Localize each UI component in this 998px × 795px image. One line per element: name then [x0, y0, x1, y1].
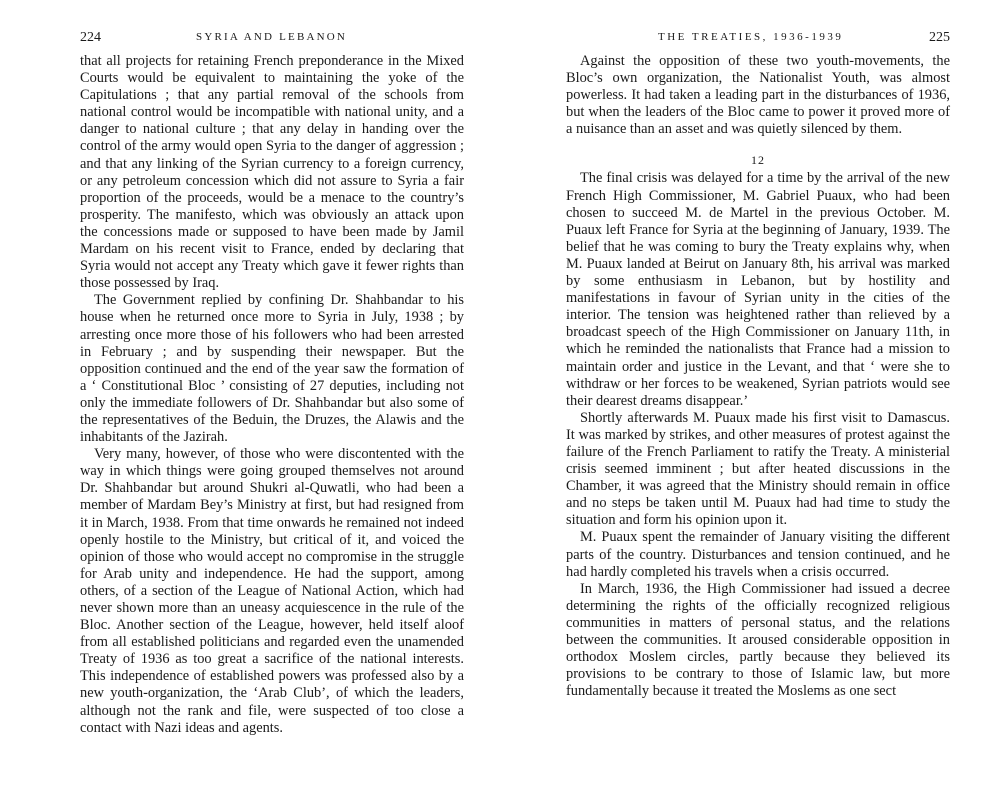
- left-page: [80, 0, 464, 795]
- right-running-head: [566, 31, 950, 53]
- section-number: 12: [751, 153, 765, 168]
- right-page-number: 225: [929, 30, 950, 45]
- right-paragraph-3: Shortly afterwards M. Puaux made his first visit to Damascus. It was marked by strikes, and other measures of protest against the failure of the French Parliament to ratify the Treaty. A ministerial crisis seemed imminent ; but after heated discussions in the Chamber, it was agreed that the Ministry should remain in office and no steps be taken until M. Puaux had had time to study the situation and form his opinion upon it.: [566, 409, 950, 529]
- left-paragraph-2: The Government replied by confining Dr. Shahbandar to his house when he returned once more to Syria in July, 1938 ; by arresting once more those of his followers who had been arrested in February ; and by suspending their newspaper. But the opposition continued and the end of the year saw the formation of a ‘ Constitutional Bloc ’ consisting of 27 deputies, including not only the immediate followers of Dr. Shahbandar but also some of the representatives of the Beduin, the Druzes, the Alawis and the inhabitants of the Jazirah.: [80, 292, 464, 446]
- left-paragraph-3: Very many, however, of those who were discontented with the way in which things were going grouped themselves not around Dr. Shahbandar but around Shukri al-Quwatli, who had been a member of Mardam Bey’s Ministry at first, but had resigned from it in March, 1938. From that time onwards he remained not indeed openly hostile to the Ministry, but critical of it, and voiced the opinion of those who would accept no compromise in the struggle for Arab unity and independence. He had the support, among others, of a section of the League of National Action, which had never shown more than an uneasy acquiescence in the rule of the Bloc. Another section of the League, however, held itself aloof from all established politicians and regarded even the unamended Treaty of 1936 as too great a sacrifice of the national interests. This independence of established powers was professed also by a new youth-organization, the ‘Arab Club’, of which the leaders, although not the rank and file, were suspected of too close a contact with Nazi ideas and agents.: [80, 446, 464, 736]
- right-paragraph-5: In March, 1936, the High Commissioner had issued a decree determining the rights of the officially recognized religious communities in matters of personal status, and the relations between the communities. It aroused considerable opposition in orthodox Moslem circles, partly because they believed its provisions to be contrary to those of Islamic law, but more fundamentally because it treated the Moslems as one sect: [566, 580, 950, 700]
- right-paragraph-1: Against the opposition of these two youth-movements, the Bloc’s own organization, the Nationalist Youth, was almost powerless. It had taken a leading part in the disturbances of 1936, but when the leaders of the Bloc came to power it proved more of a nuisance than an asset and was quietly silenced by them.: [566, 53, 950, 138]
- right-page-text: [566, 53, 950, 700]
- left-page-number: 224: [80, 30, 101, 45]
- right-page: [566, 0, 950, 795]
- right-running-title: THE TREATIES, 1936-1939: [658, 31, 844, 43]
- left-paragraph-1: that all projects for retaining French preponderance in the Mixed Courts would be equivalent to maintaining the yoke of the Capitulations ; that any partial removal of the schools from national control would be incompatible with national unity, and a danger to national culture ; that any delay in handing over the control of the army would open Syria to the danger of aggression ; and that any linking of the Syrian currency to a foreign currency, or any petroleum concession which did not assure to Syria a fair proportion of the proceeds, would be a menace to the country’s prosperity. The manifesto, which was obviously an attack upon the concessions made or supposed to have been made by Jamil Mardam on his recent visit to France, ended by declaring that Syria would not accept any Treaty which gave it fewer rights than those possessed by Iraq.: [80, 53, 464, 292]
- left-running-title: SYRIA AND LEBANON: [196, 31, 348, 43]
- left-running-head: [80, 31, 464, 53]
- right-paragraph-4: M. Puaux spent the remainder of January visiting the different parts of the country. Disturbances and tension continued, and he had hardly completed his travels when a crisis occurred.: [566, 529, 950, 580]
- right-paragraph-2: The final crisis was delayed for a time by the arrival of the new French High Commissioner, M. Gabriel Puaux, who had been chosen to succeed M. de Martel in the previous October. M. Puaux left France for Syria at the beginning of January, 1939. The belief that he was coming to bury the Treaty explains why, when M. Puaux landed at Beirut on January 8th, his arrival was marked by some enthusiasm in Lebanon, but by hostility and manifestations in favour of Syrian unity in the cities of the interior. The tension was heightened rather than relieved by a broadcast speech of the High Commissioner on January 11th, in which he reminded the nationalists that France had a mission to maintain order and justice in the Levant, and that ‘ were she to withdraw or her forces to be weakened, Syrian patriots would see their dearest dreams disappear.’: [566, 170, 950, 409]
- left-page-text: [80, 53, 464, 737]
